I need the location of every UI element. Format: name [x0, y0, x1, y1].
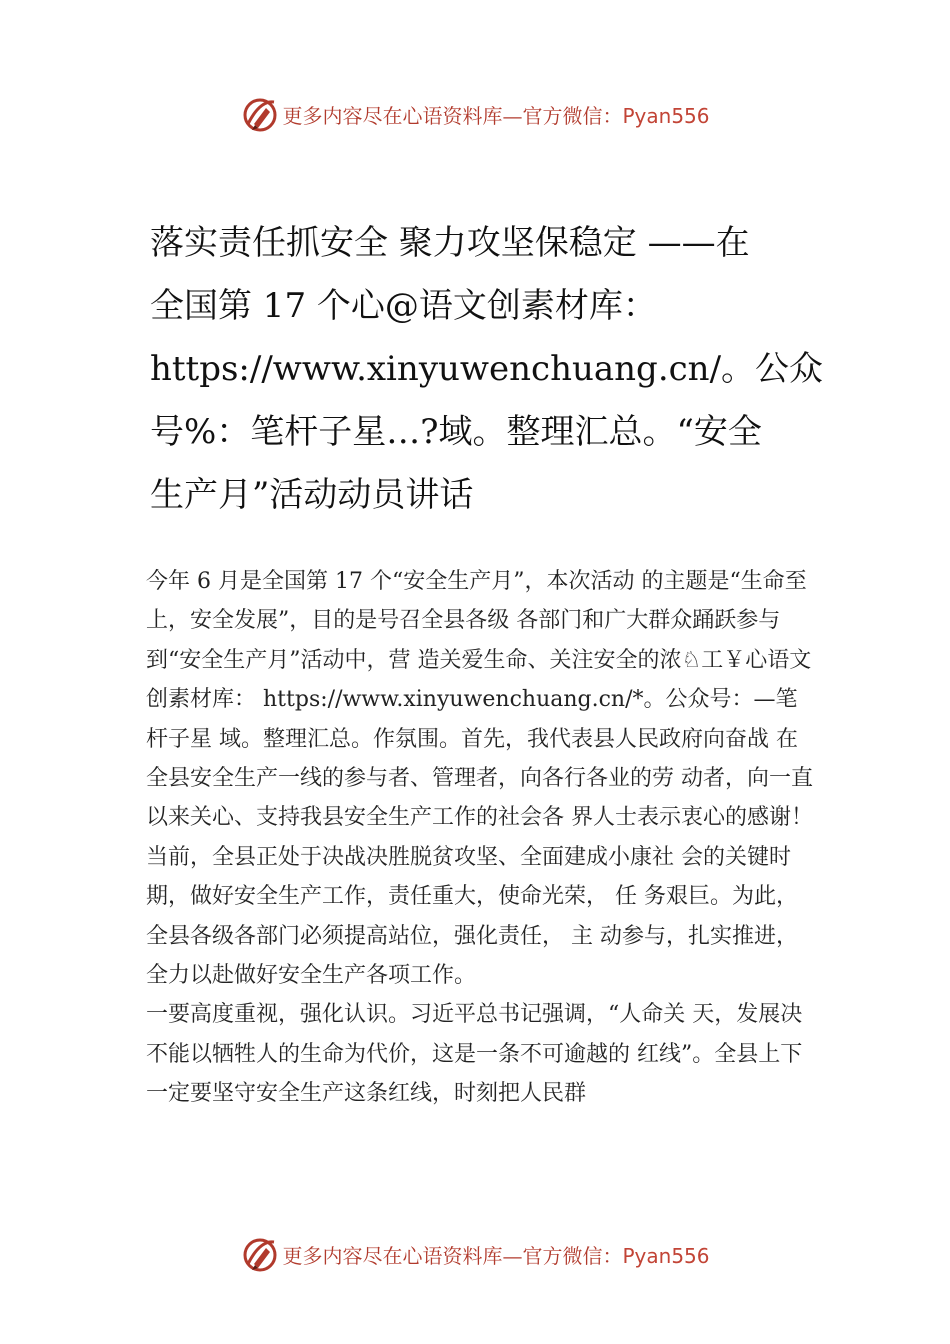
document-body: [146, 562, 818, 1114]
text-line: 的主题是“生命至上，安全发展”，目的是号召全县各级: [146, 569, 807, 634]
pen-logo-icon: [240, 94, 280, 134]
title-line: 全国第 17 个心@语文创素材库：: [150, 286, 657, 326]
text-line: 会的关键时期，做好安全生产工作，责任重大，使命光荣， 任: [146, 844, 792, 910]
watermark-footer: [0, 1232, 950, 1276]
watermark-text: 更多内容尽在心语资料库—官方微信：: [282, 103, 623, 128]
watermark-header: [0, 92, 950, 136]
watermark-handle: Pyan556: [622, 103, 710, 128]
text-line: 各部门和广大群众踊跃参与到“安全生产月”活动中，营: [146, 608, 781, 673]
text-line: 一要高度重视，强化认识。习近平总书记强调，“人命关: [146, 1002, 686, 1028]
pen-logo-icon: [240, 1234, 280, 1274]
text-line: 界人士表示衷心的感谢！: [571, 805, 814, 831]
text-line: 在全县安全生产一线的参与者、管理者，向各行各业的劳: [146, 726, 799, 792]
title-line: 落实责任抓安全 聚力攻坚保稳定 ——在: [150, 223, 750, 263]
text-line: 动者，向一直以来关心、支持我县安全生产工作的社会各: [146, 766, 814, 831]
text-line: 域。整理汇总。作氛围。首先，我代表县人民政府向奋战: [219, 726, 770, 752]
watermark-text: 更多内容尽在心语资料库—官方微信：: [282, 1243, 623, 1268]
paragraph: [146, 838, 818, 996]
text-line: 务艰巨。为此，全县各级各部门必须提高站位，强化责任， 主: [146, 884, 799, 949]
paragraph: [146, 995, 818, 1113]
text-line: https://www.xinyuwenchuang.cn/*。公众号：—笔杆子星: [146, 687, 798, 752]
paragraph: [146, 562, 818, 838]
text-line: 动参与，扎实推进，全力以赴做好安全生产各项工作。: [146, 923, 799, 989]
text-line: 造关爱生命、关注安全的浓♘工￥心语文创素材库：: [146, 647, 812, 713]
watermark-handle: Pyan556: [622, 1243, 710, 1268]
document-title: [150, 212, 824, 527]
title-line: https://www.xinyuwenchuang.cn/。公众: [150, 349, 824, 389]
text-line: 天，发展决不能以牺牲人的生命为代价，这是一条不可逾越的: [146, 1002, 803, 1067]
title-line: 号%：笔杆子星…?域。整理汇总。“安全: [150, 412, 762, 452]
text-line: 红线”。全县上下一定要坚守安全生产这条红线，时刻把人民群: [146, 1041, 803, 1107]
text-line: 今年 6 月是全国第 17 个“安全生产月”，本次活动: [146, 569, 635, 594]
title-line: 生产月”活动动员讲话: [150, 475, 474, 515]
text-line: 当前，全县正处于决战决胜脱贫攻坚、全面建成小康社: [146, 844, 675, 870]
